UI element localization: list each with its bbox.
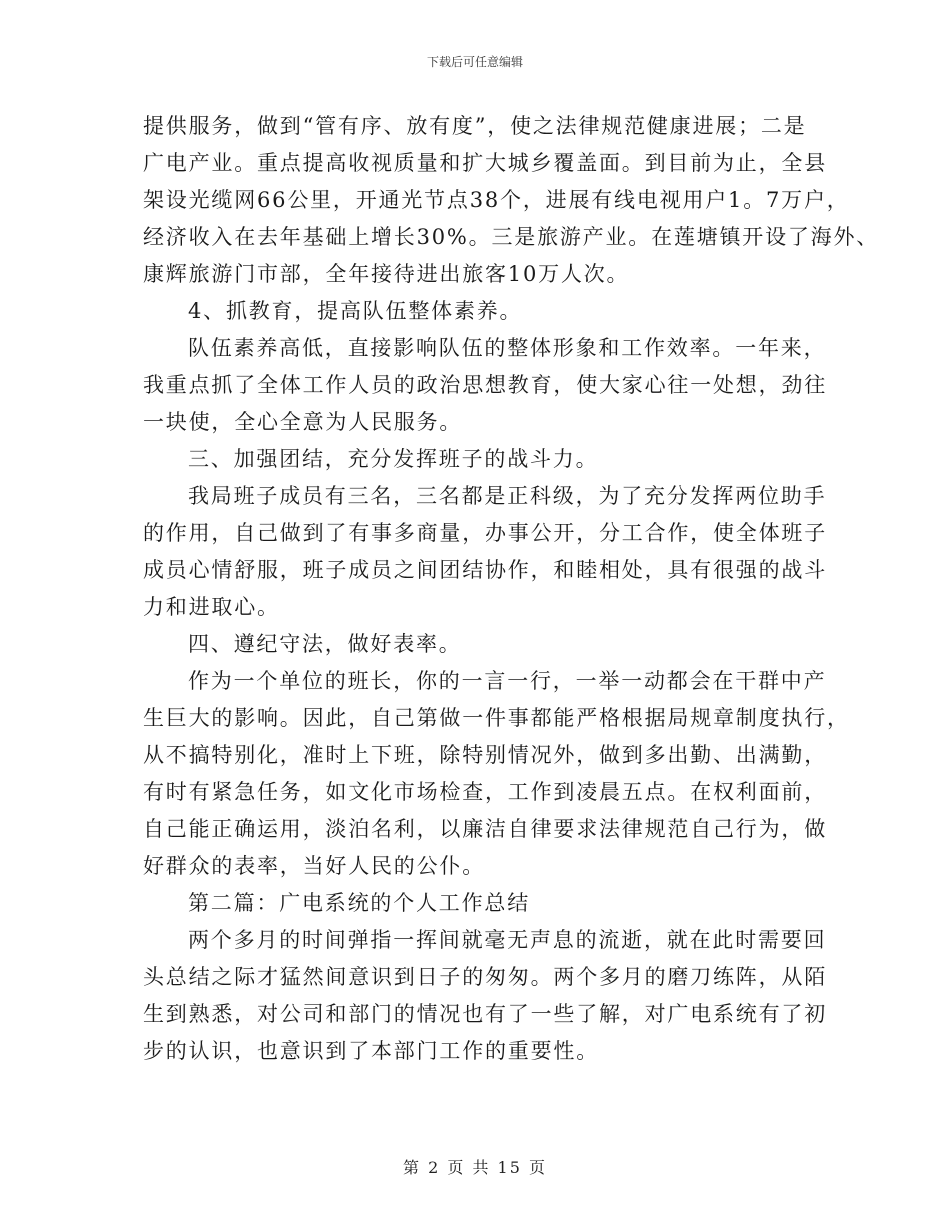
section-heading: 4、抓教育，提高队伍整体素养。 xyxy=(188,299,523,323)
paragraph-line: 步的认识，也意识到了本部门工作的重要性。 xyxy=(143,1039,599,1063)
paragraph-line: 好群众的表率，当好人民的公仆。 xyxy=(143,854,485,878)
paragraph-line: 作为一个单位的班长，你的一言一行，一举一动都会在干群中产 xyxy=(188,669,827,693)
paragraph-line: 自己能正确运用，淡泊名利，以廉洁自律要求法律规范自己行为，做 xyxy=(143,817,827,841)
document-body xyxy=(143,108,880,1070)
paragraph-line: 的作用，自己做到了有事多商量，办事公开，分工合作，使全体班子 xyxy=(143,521,827,545)
paragraph-line: 头总结之际才猛然间意识到日子的匆匆。两个多月的磨刀练阵，从陌 xyxy=(143,965,827,989)
paragraph-line: 我重点抓了全体工作人员的政治思想教育，使大家心往一处想，劲往 xyxy=(143,373,827,397)
chapter-heading: 第二篇：广电系统的个人工作总结 xyxy=(188,891,530,915)
page-number: 第 2 页 共 15 页 xyxy=(403,1158,547,1177)
paragraph-line: 我局班子成员有三名，三名都是正科级，为了充分发挥两位助手 xyxy=(188,484,827,508)
paragraph-line: 成员心情舒服，班子成员之间团结协作，和睦相处，具有很强的战斗 xyxy=(143,558,827,582)
paragraph-line: 生巨大的影响。因此，自己第做一件事都能严格根据局规章制度执行， xyxy=(143,706,850,730)
paragraph-line: 有时有紧急任务，如文化市场检查，工作到凌晨五点。在权利面前， xyxy=(143,780,827,804)
download-note: 下载后可任意编辑 xyxy=(426,55,523,69)
paragraph-line: 队伍素养高低，直接影响队伍的整体形象和工作效率。一年来， xyxy=(188,336,827,360)
paragraph-line: 康辉旅游门市部，全年接待进出旅客10万人次。 xyxy=(143,262,630,286)
paragraph-line: 两个多月的时间弹指一挥间就毫无声息的流逝，就在此时需要回 xyxy=(188,928,827,952)
paragraph-line: 力和进取心。 xyxy=(143,595,280,619)
paragraph-line: 广电产业。重点提高收视质量和扩大城乡覆盖面。到目前为止，全县 xyxy=(143,151,827,175)
paragraph-line: 从不搞特别化，准时上下班，除特别情况外，做到多出勤、出满勤， xyxy=(143,743,827,767)
paragraph-line: 提供服务，做到“管有序、放有度”，使之法律规范健康进展；二是 xyxy=(143,114,807,138)
paragraph-line: 生到熟悉，对公司和部门的情况也有了一些了解，对广电系统有了初 xyxy=(143,1002,827,1026)
paragraph-line: 一块使，全心全意为人民服务。 xyxy=(143,410,463,434)
paragraph-line: 经济收入在去年基础上增长30%。三是旅游产业。在莲塘镇开设了海外、 xyxy=(143,225,880,249)
paragraph-line: 架设光缆网66公里，开通光节点38个，进展有线电视用户1。7万户， xyxy=(143,188,850,212)
section-heading: 四、遵纪守法，做好表率。 xyxy=(188,632,462,656)
section-heading: 三、加强团结，充分发挥班子的战斗力。 xyxy=(188,447,599,471)
